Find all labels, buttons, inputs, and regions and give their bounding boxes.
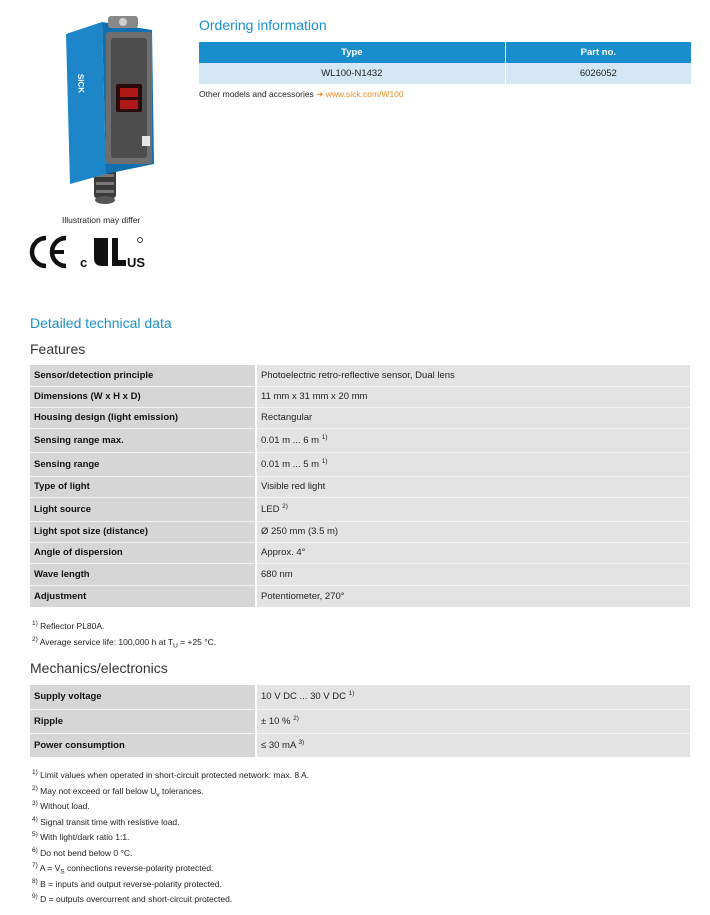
spec-key: Type of light: [30, 476, 256, 497]
svg-text:US: US: [127, 255, 146, 270]
footnote-mark: 2): [32, 636, 38, 644]
illustration-caption: Illustration may differ: [62, 215, 141, 225]
table-row: [30, 428, 690, 452]
spec-value: [256, 542, 690, 563]
spec-value: [256, 452, 690, 476]
spec-key: Wave length: [30, 563, 256, 585]
ordering-title: Ordering information: [199, 17, 327, 33]
footnote-mark: 5): [32, 831, 38, 839]
spec-value: [256, 521, 690, 542]
spec-value: [256, 407, 690, 428]
certification-marks: [28, 234, 168, 270]
footnote: [32, 832, 129, 842]
footnote-text: May not exceed or fall below U: [40, 785, 157, 796]
footnote: [32, 770, 309, 780]
product-image: [56, 14, 166, 214]
ordering-type-value: WL100-N1432: [199, 63, 505, 84]
spec-value: [256, 497, 690, 521]
spec-value: [256, 428, 690, 452]
spec-key: Light source: [30, 497, 256, 521]
footnote: [32, 621, 104, 631]
footnote: [32, 784, 204, 799]
table-row: [30, 685, 690, 709]
footnote-text: D = outputs overcurrent and short-circuit protected.: [40, 894, 233, 904]
spec-value: [256, 386, 690, 407]
spec-value-text: ± 10 %: [261, 715, 291, 727]
spec-value: [256, 733, 690, 757]
ce-mark-icon: [32, 238, 66, 266]
spec-value-text: 680 nm: [261, 568, 293, 580]
spec-value-text: Photoelectric retro-reflective sensor, Dual lens: [261, 369, 455, 381]
spec-value-text: 0.01 m ... 5 m: [261, 458, 320, 470]
spec-key: Sensing range max.: [30, 428, 256, 452]
footnote-text: Signal transit time with resistive load.: [40, 816, 180, 827]
spec-value: [256, 476, 690, 497]
spec-key: Ripple: [30, 709, 256, 733]
features-table: [30, 365, 690, 607]
footnote-ref: 3): [298, 738, 305, 746]
footnote-mark: 2): [32, 784, 38, 792]
spec-value-text: Ø 250 mm (3.5 m): [261, 526, 339, 537]
models-link[interactable]: www.sick.com/W100: [325, 89, 404, 99]
footnote-mark: 9): [32, 893, 38, 901]
footnote-text-after: connections reverse-polarity protected.: [64, 863, 214, 873]
table-row: [30, 521, 690, 542]
arrow-right-icon: ➔: [316, 89, 324, 99]
ordering-table: [199, 42, 691, 84]
table-row: [30, 709, 690, 733]
table-row: [30, 563, 690, 585]
spec-value: [256, 585, 690, 607]
spec-value-text: Visible red light: [261, 481, 326, 492]
features-title: Features: [30, 341, 86, 357]
footnote-ref: 2): [282, 502, 288, 510]
footnote-subscript: S: [60, 868, 65, 876]
spec-value: [256, 563, 690, 585]
footnote-text: Reflector PL80A.: [40, 621, 105, 631]
footnote-mark: 4): [32, 815, 38, 823]
spec-value-text: Rectangular: [261, 412, 313, 423]
footnote-text-after: tolerances.: [159, 785, 204, 796]
ordering-note-text: Other models and accessories: [199, 89, 314, 99]
svg-text:SICK: SICK: [76, 73, 86, 94]
spec-value: [256, 365, 690, 386]
ordering-part-no-value: 6026052: [505, 63, 691, 84]
footnote: [32, 817, 180, 827]
footnote-ref: 1): [321, 457, 328, 465]
footnote-text-after: = +25 °C.: [177, 637, 217, 647]
table-row: [30, 365, 690, 386]
mechanics-title: Mechanics/electronics: [30, 660, 168, 676]
table-row: [30, 497, 690, 521]
spec-value-text: LED: [261, 503, 280, 515]
footnote-text: Do not bend below 0 °C.: [40, 847, 133, 858]
table-row: [30, 542, 690, 563]
spec-value-text: 11 mm x 31 mm x 20 mm: [261, 391, 368, 402]
ul-mark-icon: [80, 238, 145, 271]
footnote-mark: 7): [32, 862, 38, 870]
footnote-text: Without load.: [40, 801, 90, 811]
spec-key: Sensor/detection principle: [30, 365, 256, 386]
footnote-text: With light/dark ratio 1:1.: [40, 832, 130, 842]
footnote-text: B = inputs and output reverse-polarity protected.: [40, 878, 222, 889]
footnote-text: Average service life: 100,000 h at T: [39, 637, 174, 647]
spec-key: Adjustment: [30, 585, 256, 607]
footnote-subscript: U: [173, 642, 178, 650]
ordering-col-part-no: Part no.: [505, 42, 691, 63]
spec-value-text: Potentiometer, 270°: [261, 590, 345, 602]
footnote-text: A = V: [39, 863, 61, 873]
spec-key: Power consumption: [30, 733, 256, 757]
spec-value-text: 10 V DC ... 30 V DC: [261, 691, 347, 703]
spec-key: Housing design (light emission): [30, 407, 256, 428]
footnote: [32, 862, 214, 876]
footnote-mark: 6): [32, 846, 38, 854]
spec-key: Sensing range: [30, 452, 256, 476]
svg-text:c: c: [80, 255, 88, 270]
spec-value-text: ≤ 30 mA: [261, 739, 296, 751]
footnote-mark: 3): [32, 800, 38, 808]
footnote-ref: 2): [293, 714, 299, 722]
footnote-ref: 1): [348, 690, 355, 698]
table-row: [30, 476, 690, 497]
table-row: [30, 407, 690, 428]
spec-key: Supply voltage: [30, 685, 256, 709]
mechanics-table: [30, 685, 690, 757]
footnote-ref: 1): [321, 433, 328, 441]
spec-key: Dimensions (W x H x D): [30, 386, 256, 407]
table-row: [199, 63, 691, 84]
table-row: [30, 733, 690, 757]
ordering-col-type: Type: [199, 42, 505, 63]
spec-key: Angle of dispersion: [30, 542, 256, 563]
footnote: [32, 879, 222, 889]
spec-value-text: 0.01 m ... 6 m: [261, 434, 320, 446]
spec-value: [256, 709, 690, 733]
footnote: [32, 848, 132, 858]
footnote-mark: 8): [32, 877, 38, 885]
spec-value: [256, 685, 690, 709]
table-row: [30, 452, 690, 476]
spec-value-text: Approx. 4°: [261, 547, 306, 558]
table-row: [30, 386, 690, 407]
footnote-mark: 1): [32, 620, 38, 628]
spec-key: Light spot size (distance): [30, 521, 256, 542]
technical-data-title: Detailed technical data: [30, 315, 172, 331]
ordering-header-row: [199, 42, 691, 63]
footnote-mark: 1): [32, 769, 38, 777]
footnote-subscript: v: [156, 791, 160, 799]
footnote-text: Limit values when operated in short-circuit protected network: max. 8 A.: [40, 770, 309, 780]
footnote: [32, 894, 232, 904]
footnote: [32, 801, 90, 811]
footnote: [32, 636, 217, 650]
table-row: [30, 585, 690, 607]
ordering-note: [199, 89, 404, 100]
